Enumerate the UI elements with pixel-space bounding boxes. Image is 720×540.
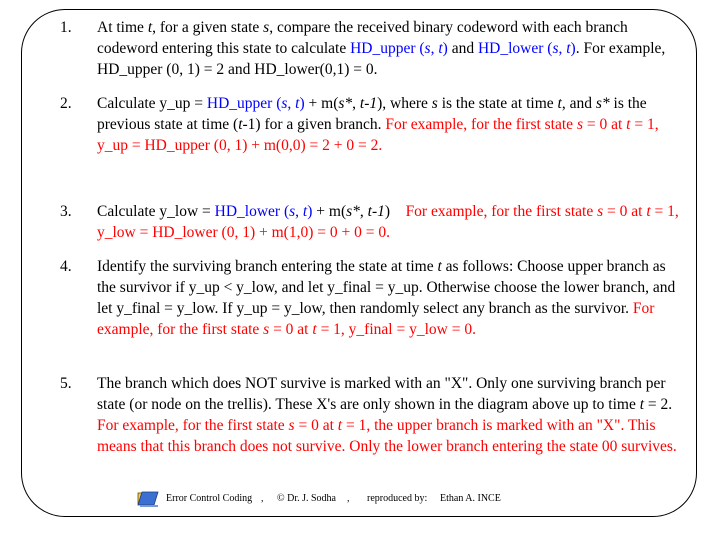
text-segment: t bbox=[337, 417, 343, 434]
step-text bbox=[97, 93, 682, 156]
text-segment: = 0 at bbox=[582, 116, 627, 133]
text-segment: HD_upper ( bbox=[206, 95, 282, 112]
text-segment: = 1, y_up = HD_upper (0, 1) + m(0,0) = 2 + 0 = 2. bbox=[97, 116, 659, 154]
text-segment: as follows: Choose upper branch as the survivor if y_up < y_low, and let y_final = y_up. Otherwise choose the lower branch, and let y_final = y_low. If y_up = y_low, then randomly select any branch as the survivor. bbox=[97, 258, 676, 317]
footer-separator: , bbox=[347, 493, 350, 504]
text-segment: , bbox=[558, 40, 567, 57]
text-segment: t bbox=[437, 258, 442, 275]
text-segment: For example, for the first state bbox=[405, 203, 598, 220]
text-segment: , bbox=[430, 40, 439, 57]
text-segment: HD_lower ( bbox=[214, 203, 290, 220]
text-segment: s bbox=[263, 321, 270, 338]
text-segment: HD_lower ( bbox=[477, 40, 553, 57]
text-segment: t bbox=[626, 116, 631, 133]
text-segment: is the previous state at time ( bbox=[97, 95, 647, 133]
text-segment: , bbox=[295, 203, 303, 220]
text-segment: + m( bbox=[304, 95, 339, 112]
text-segment: is the state at time bbox=[437, 95, 558, 112]
text-segment: t bbox=[639, 396, 645, 413]
text-segment: = 1, the upper branch is marked with an "X". This means that this branch does not survive. Only the lower branch entering the state 00 survives. bbox=[97, 417, 677, 455]
text-segment: For example, for the first state bbox=[97, 417, 289, 434]
text-segment: , bbox=[287, 95, 296, 112]
step-text bbox=[97, 201, 682, 243]
text-segment: and bbox=[447, 40, 478, 57]
text-segment: ) bbox=[570, 40, 576, 57]
text-segment: = 0 at bbox=[294, 417, 338, 434]
footer-separator: , bbox=[261, 493, 264, 504]
text-segment: Calculate y_low = bbox=[97, 203, 215, 220]
step-number: 2. bbox=[60, 95, 72, 112]
text-segment: s* bbox=[338, 95, 353, 112]
text-segment: s bbox=[597, 203, 604, 220]
text-segment: = 2. bbox=[644, 396, 673, 413]
text-segment: t bbox=[646, 203, 651, 220]
text-segment: , bbox=[352, 95, 360, 112]
text-segment: s bbox=[576, 116, 583, 133]
text-segment: s bbox=[431, 95, 438, 112]
text-segment: t bbox=[438, 40, 443, 57]
text-segment: t bbox=[302, 203, 308, 220]
text-segment: ) bbox=[384, 203, 406, 220]
book-logo-icon bbox=[136, 490, 160, 508]
text-segment: ) bbox=[307, 203, 313, 220]
step-text bbox=[97, 256, 682, 340]
text-segment: s bbox=[424, 40, 431, 57]
text-segment: t bbox=[238, 116, 243, 133]
text-segment: t-1 bbox=[359, 95, 378, 112]
text-segment: ) bbox=[442, 40, 448, 57]
step-number: 1. bbox=[60, 19, 72, 36]
footer-course: Error Control Coding bbox=[166, 493, 253, 504]
text-segment: s* bbox=[595, 95, 610, 112]
footer-reproducer: Ethan A. INCE bbox=[440, 493, 501, 504]
step-number: 5. bbox=[60, 375, 72, 392]
text-segment: -1) for a given branch. bbox=[242, 116, 386, 133]
footer-reproduced-label: reproduced by: bbox=[367, 493, 428, 504]
footer-author: © Dr. J. Sodha bbox=[277, 493, 336, 504]
text-segment: , and bbox=[561, 95, 596, 112]
text-segment: , bbox=[359, 203, 368, 220]
step-text bbox=[97, 373, 682, 457]
text-segment: s bbox=[552, 40, 559, 57]
text-segment: Calculate y_up = bbox=[97, 95, 207, 112]
text-segment: . For example, HD_upper (0, 1) = 2 and HD_lower(0,1) = 0. bbox=[97, 40, 666, 78]
text-segment: s bbox=[281, 95, 288, 112]
text-segment: ) bbox=[299, 95, 305, 112]
text-segment: s bbox=[263, 19, 270, 36]
footer bbox=[0, 490, 720, 510]
text-segment: t bbox=[295, 95, 300, 112]
step-number: 4. bbox=[60, 258, 72, 275]
step-number: 3. bbox=[60, 203, 72, 220]
text-segment: t bbox=[147, 19, 153, 36]
text-segment: + m( bbox=[312, 203, 347, 220]
text-segment: = 0 at bbox=[603, 203, 647, 220]
text-segment: For example, for the first state bbox=[385, 116, 577, 133]
text-segment: , compare the received binary codeword with each branch codeword entering this state to calculate bbox=[97, 19, 628, 57]
text-segment: s bbox=[289, 203, 296, 220]
text-segment: = 1, y_low = HD_lower (0, 1) + m(1,0) = 0 + 0 = 0. bbox=[97, 203, 679, 241]
text-segment: = 0 at bbox=[269, 321, 313, 338]
text-segment: The branch which does NOT survive is marked with an "X". Only one surviving branch per state (or node on the trellis). These X's are only shown in the diagram above up to time bbox=[97, 375, 666, 413]
text-segment: For example, for the first state bbox=[97, 300, 655, 338]
text-segment: t bbox=[557, 95, 562, 112]
text-segment: At time bbox=[97, 19, 148, 36]
text-segment: ), where bbox=[377, 95, 432, 112]
text-segment: HD_upper ( bbox=[350, 40, 425, 57]
text-segment: t bbox=[566, 40, 571, 57]
text-segment: s bbox=[288, 417, 295, 434]
text-segment: , for a given state bbox=[152, 19, 264, 36]
text-segment: t-1 bbox=[367, 203, 385, 220]
text-segment: = 1, y_final = y_low = 0. bbox=[316, 321, 476, 338]
text-segment: t bbox=[312, 321, 317, 338]
text-segment: Identify the surviving branch entering the state at time bbox=[97, 258, 438, 275]
text-segment: s* bbox=[346, 203, 360, 220]
step-text bbox=[97, 17, 682, 80]
